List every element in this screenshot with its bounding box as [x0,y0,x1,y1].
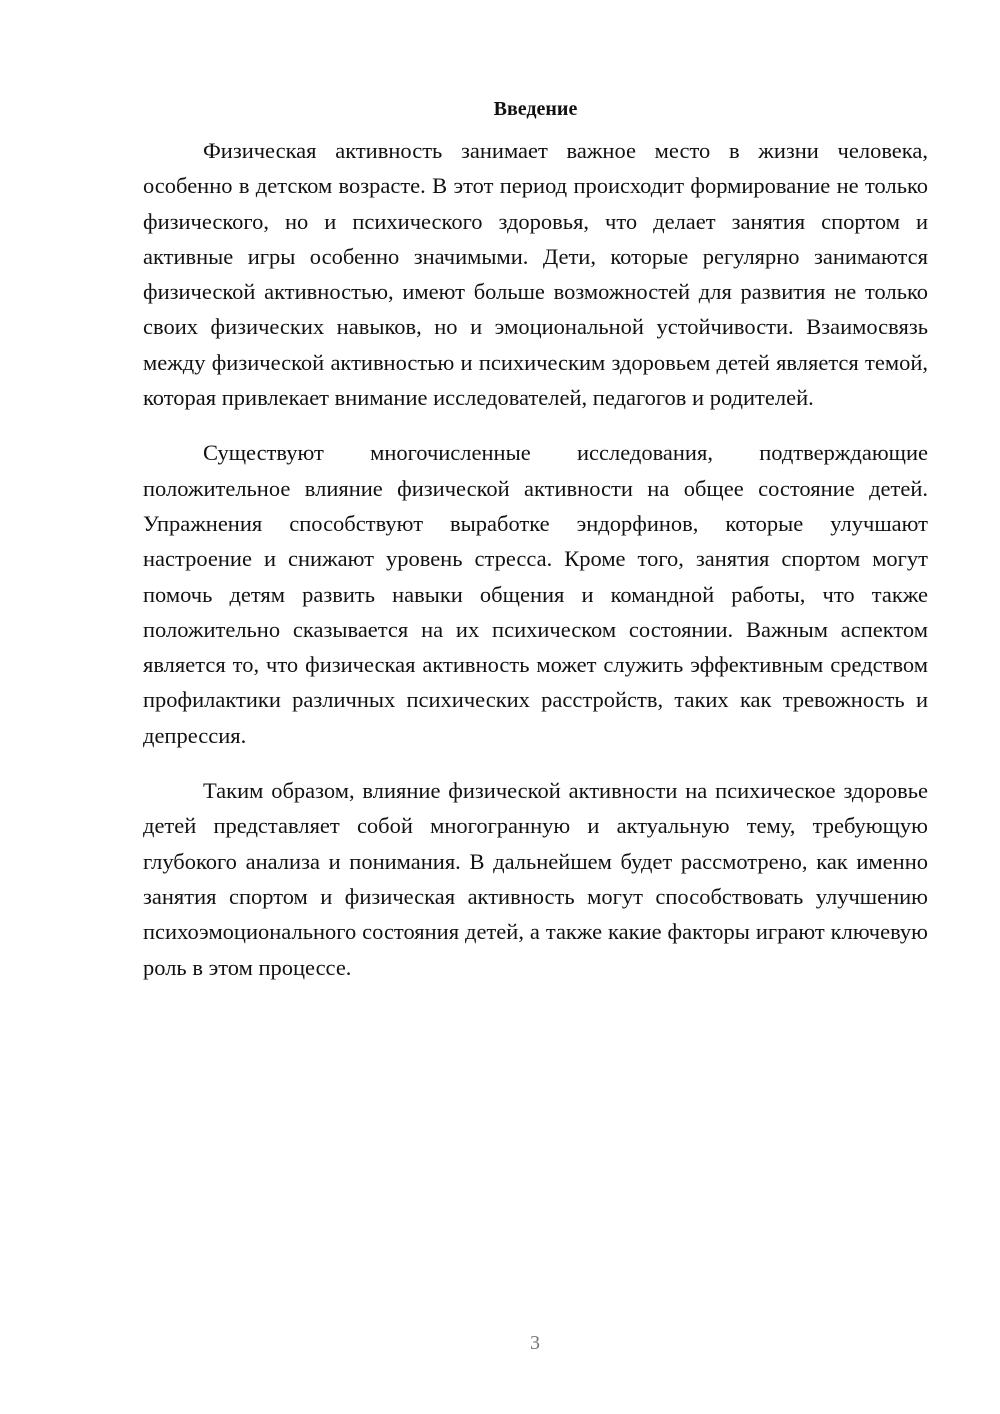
page-content [143,92,928,1005]
paragraph-2: Существуют многочисленные исследования, подтверждающие положительное влияние физической активности на общее состояние детей. Упражнения способствуют выработке эндорфинов, которые улучшают настроение и снижают уровень стресса. Кроме того, занятия спортом могут помочь детям развить навыки общения и командной работы, что также положительно сказывается на их психическом состоянии. Важным аспектом является то, что физическая активность может служить эффективным средством профилактики различных психических расстройств, таких как тревожность и депрессия. [143,440,928,748]
section-title: Введение [493,98,578,120]
paragraph-1: Физическая активность занимает важное место в жизни человека, особенно в детском возрасте. В этот период происходит формирование не только физического, но и психического здоровья, что делает занятия спортом и активные игры особенно значимыми. Дети, которые регулярно занимаются физической активностью, имеют больше возможностей для развития не только своих физических навыков, но и эмоциональной устойчивости. Взаимосвязь между физической активностью и психическим здоровьем детей является темой, которая привлекает внимание исследователей, педагогов и родителей. [143,138,928,411]
page-number: 3 [530,1332,540,1354]
paragraph-3: Таким образом, влияние физической активности на психическое здоровье детей представляет собой многогранную и актуальную тему, требующую глубокого анализа и понимания. В дальнейшем будет рассмотрено, как именно занятия спортом и физическая активность могут способствовать улучшению психоэмоционального состояния детей, а также какие факторы играют ключевую роль в этом процессе. [143,778,928,980]
